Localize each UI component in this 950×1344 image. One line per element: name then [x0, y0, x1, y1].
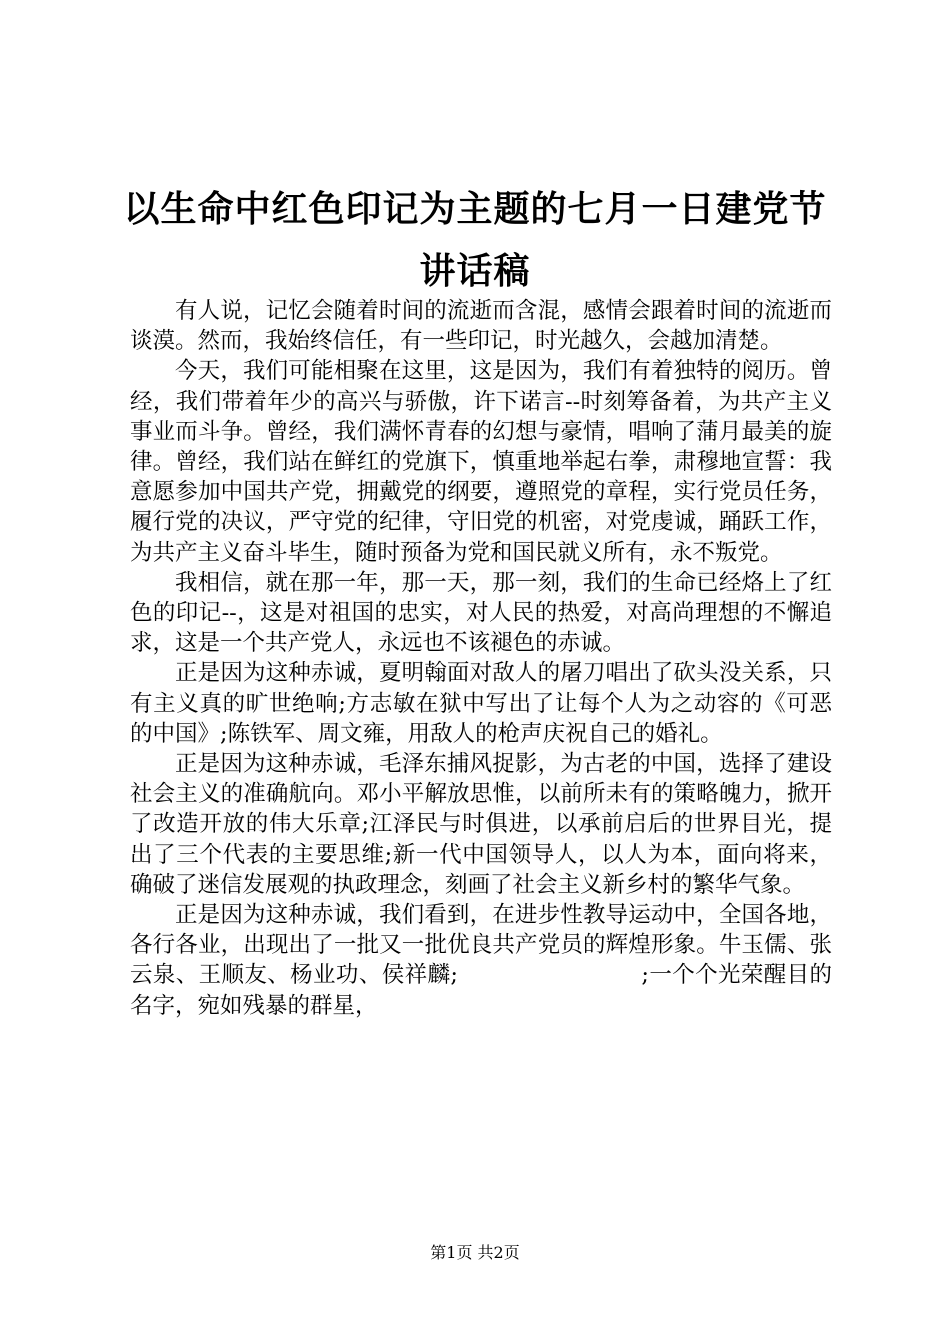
page-footer: 第1页 共2页	[430, 1243, 520, 1262]
paragraph: 正是因为这种赤诚，我们看到，在进步性教导运动中，全国各地，各行各业，出现出了一批又一批优良共产党员的辉煌形象。牛玉儒、张云泉、王顺友、杨业功、侯祥麟; ;一个个光荣醒目的名字，宛如残暴的群星，	[130, 902, 832, 1019]
paragraph: 我相信，就在那一年，那一天，那一刻，我们的生命已经烙上了红色的印记--，这是对祖国的忠实，对人民的热爱，对高尚理想的不懈追求，这是一个共产党人，永远也不该褪色的赤诚。	[130, 569, 832, 657]
paragraph: 正是因为这种赤诚，毛泽东捕风捉影，为古老的中国，选择了建设社会主义的准确航向。邓小平解放思惟，以前所未有的策略魄力，掀开了改造开放的伟大乐章;江泽民与时俱进，以承前启后的世界目光，提出了三个代表的主要思维;新一代中国领导人，以人为本，面向将来，确破了迷信发展观的执政理念，刻画了社会主义新乡村的繁华气象。	[130, 751, 832, 898]
paragraph: 今天，我们可能相聚在这里，这是因为，我们有着独特的阅历。曾经，我们带着年少的高兴与骄傲，许下诺言--时刻筹备着，为共产主义事业而斗争。曾经，我们满怀青春的幻想与豪情，唱响了蒲月最美的旋律。曾经，我们站在鲜红的党旗下，慎重地举起右拳，肃穆地宣誓：我意愿参加中国共产党，拥戴党的纲要，遵照党的章程，实行党员任务，履行党的决议，严守党的纪律，守旧党的机密，对党虔诚，踊跃工作，为共产主义奋斗毕生，随时预备为党和国民就义所有，永不叛党。	[130, 358, 832, 566]
paragraph: 有人说，记忆会随着时间的流逝而含混，感情会跟着时间的流逝而谈漠。然而，我始终信任，有一些印记，时光越久，会越加清楚。	[130, 298, 832, 355]
paragraph: 正是因为这种赤诚，夏明翰面对敌人的屠刀唱出了砍头没关系，只有主义真的旷世绝响;方志敏在狱中写出了让每个人为之动容的《可恶的中国》;陈铁军、周文雍，用敌人的枪声庆祝自己的婚礼。	[130, 660, 832, 747]
document-title: 以生命中红色印记为主题的七月一日建党节讲话稿	[123, 188, 827, 292]
document-body	[130, 296, 832, 1021]
